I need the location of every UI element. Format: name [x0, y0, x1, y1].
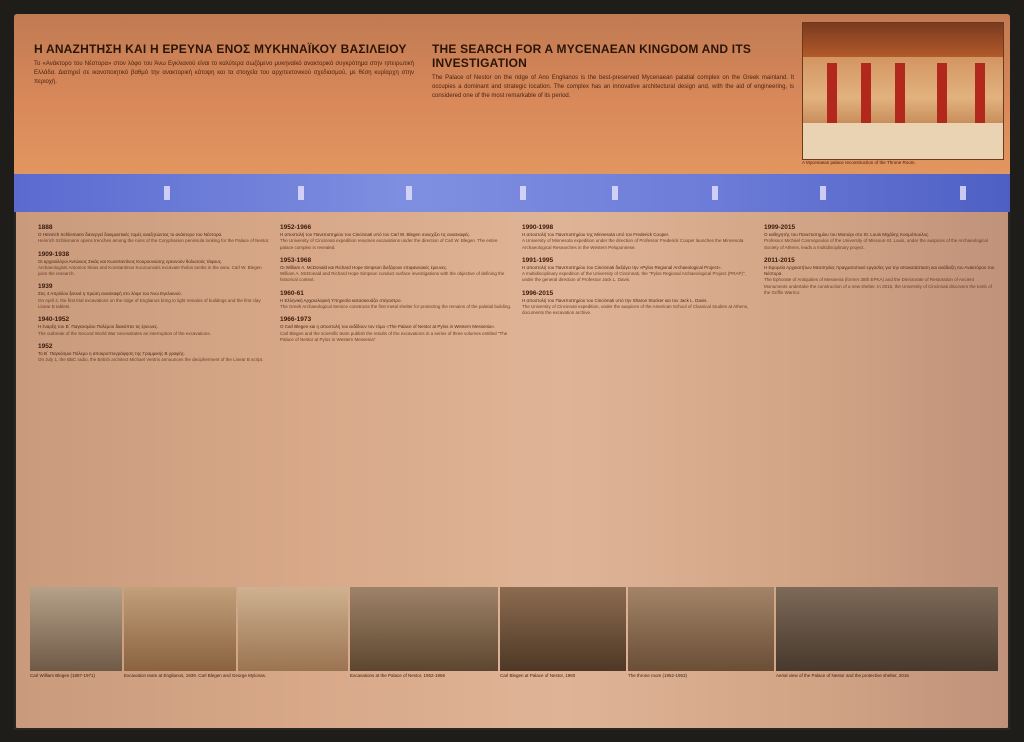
timeline-year: 1952-1966 — [280, 224, 312, 231]
timeline-text-greek: Ο Carl Blegen και η αποστολή του εκδίδουν τον τόμο «The Palace of Nestor at Pylos in Western Messenia». — [280, 324, 496, 330]
photo-strip-caption: Carl Blegen at Palace of Nestor, 1960 — [500, 673, 576, 678]
photo-strip-caption: Carl William Blegen (1887-1971) — [30, 673, 96, 678]
title-greek: Η ΑΝΑΖΗΤΗΣΗ ΚΑΙ Η ΕΡΕΥΝΑ ΕΝΟΣ ΜΥΚΗΝΑΪΚΟΥ ΒΑΣΙΛΕΙΟΥ — [34, 42, 407, 56]
timeline-entry — [522, 224, 754, 251]
timeline-entry — [38, 283, 270, 310]
greek-header — [34, 42, 414, 87]
timeline-text-english: The outbreak of the Second World War necessitates an interruption of the excavations. — [38, 330, 211, 336]
photo-strip — [14, 587, 1010, 699]
timeline-text-greek: Στις 4 Απριλίου ξεκινά η πρώτη ανασκαφή στο λόφο του Άνω Εγκλιανού. — [38, 291, 182, 297]
timeline-year: 1952 — [38, 342, 53, 350]
timeline-text-greek: Η αποστολή του Πανεπιστημίου του Cincinnati υπό την Sharon Stocker και τον Jack L. Davis. — [522, 297, 708, 303]
english-header — [432, 42, 794, 101]
timeline-column — [280, 224, 512, 349]
archive-photo — [500, 587, 626, 671]
title-english: THE SEARCH FOR A MYCENAEAN KINGDOM AND ITS INVESTIGATION — [432, 42, 752, 70]
portrait-photo — [30, 587, 122, 671]
timeline-text-greek: Το Β΄ Παγκόσμιο Πόλεμο η αποκρυπτογράφηση της Γραμμικής Β γραφής. — [38, 350, 185, 356]
timeline-entry — [38, 224, 270, 245]
timeline-year: 1990-1998 — [522, 224, 554, 231]
excavation-photo — [238, 587, 348, 671]
photo-strip-caption: Excavation team at Englianos, 1939. Carl Blegen and George Mylonas. — [124, 673, 267, 678]
timeline-text-greek: Η Εφορεία Αρχαιοτήτων Μεσσηνίας πραγματοποιεί εργασίες για την αποκατάσταση και ανάδειξη του Ανακτόρου του Νέστορα. — [764, 264, 995, 277]
timeline-column — [38, 224, 270, 370]
timeline-entry — [38, 343, 270, 364]
timeline-entry — [280, 316, 512, 343]
timeline-text-greek: Η έναρξη του Β΄ Παγκοσμίου Πολέμου διακόπτει τις έρευνες. — [38, 324, 159, 330]
timeline-entry — [764, 257, 996, 296]
photo-strip-caption: The throne room (1952-1953) — [628, 673, 688, 678]
timeline-entry — [522, 257, 754, 284]
palace-reconstruction-image — [802, 22, 1004, 160]
timeline-entry — [522, 290, 754, 317]
timeline-entry — [38, 316, 270, 337]
timeline-year: 1909-1938 — [38, 250, 70, 258]
timeline-year: 2011-2015 — [764, 256, 795, 264]
timeline-text-english: William A. McDonald and Richard Hope Simpson conduct surface investigations with the objective of defining the historical context. — [280, 271, 505, 283]
timeline-entry — [280, 257, 512, 284]
timeline-entry — [38, 251, 270, 278]
timeline-year: 1960-61 — [280, 289, 304, 297]
throne-room-photo — [628, 587, 774, 671]
timeline-text-english: The University of Cincinnati expedition resumes excavations under the direction of Carl W. Blegen. The entire palace complex is revealed. — [280, 238, 498, 250]
timeline-text-english: Professor Michael Cosmopoulos of the University of Missouri-St. Louis, under the auspices of the Archaeological Society of Athens, leads a multidisciplinary project. — [764, 238, 988, 250]
timeline-column — [522, 224, 754, 323]
timeline-year: 1996-2015 — [522, 289, 554, 297]
timeline-text-english: Archaeologists Antonios Skias and Konstantinos Kourouniotis excavate tholos tombs in the area. Carl W. Blegen joins the research. — [38, 264, 262, 277]
excavation-photo — [124, 587, 236, 671]
team-photo — [350, 587, 498, 671]
timeline-text-greek: Ο καθηγητής του Πανεπιστημίου του Μισούρι στο St. Louis Μιχάλης Κοσμόπουλος. — [764, 232, 930, 237]
timeline-year: 1991-1995 — [522, 256, 554, 264]
timeline-text-english: The Greek Archaeological Service constructs the first metal shelter for protecting the remains of the palatial building. — [280, 304, 512, 310]
header-section — [14, 14, 1010, 174]
timeline-text-greek: Η αποστολή του Πανεπιστημίου του Cincinnati διεξάγει την «Pylos Regional Archaeological Project». — [522, 264, 722, 270]
photo-strip-caption: Aerial view of the Palace of Nestor and the protective shelter, 2016 — [776, 673, 909, 678]
timeline-text-greek: Ο Heinrich Schliemann διενεργεί δοκιμαστικές τομές αναζητώντας το ανάκτορο του Νέστορα. — [38, 232, 223, 237]
timeline-year: 1999-2015 — [764, 224, 796, 231]
timeline-text-english: On April 4, the first trial excavations on the ridge of Englianos bring to light remains of buildings and the first clay Linear B tablets. — [38, 297, 261, 310]
timeline-column — [764, 224, 996, 302]
timeline-year: 1966-1973 — [280, 316, 312, 324]
timeline-text-greek: Η αποστολή του Πανεπιστημίου της Minnesota υπό τον Frederick Cooper. — [522, 232, 670, 237]
timeline-text-english: Heinrich Schliemann opens trenches among the ruins of the Coryphasion peninsula looking for the Palace of Nestor. — [38, 238, 270, 244]
timeline-text-english: The Ephorate of Antiquities of Messenia (former 38th EPKA) and the Directorate of Restoration of Ancient Monuments undertake the construction of a new shelter. In 2015, the University of Cincinnati discovers the tomb of the Griffin Warrior. — [764, 277, 992, 296]
timeline-entry — [280, 290, 512, 311]
aerial-photo — [776, 587, 998, 671]
timeline-entry — [280, 224, 512, 251]
timeline-entry — [764, 224, 996, 251]
timeline-text-greek: Οι William A. McDonald και Richard Hope Simpson διεξάγουν επιφανειακές έρευνες. — [280, 264, 448, 270]
timeline-year: 1953-1968 — [280, 256, 312, 264]
timeline-text-english: On July 1, the BBC radio, the British architect Michael Ventris announces the decipherment of the Linear B script. — [38, 357, 264, 363]
timeline-band — [14, 174, 1010, 212]
timeline-year: 1939 — [38, 283, 53, 291]
photo-caption: A Mycenaean palace reconstruction of the Throne Room. — [802, 160, 916, 165]
timeline-text-greek: Οι αρχαιολόγοι Αντώνιος Σκιάς και Κωνσταντίνος Κουρουνιώτης ερευνούν θολωτούς τάφους. — [38, 258, 223, 264]
timeline-columns — [14, 212, 1010, 587]
exhibition-panel — [14, 14, 1010, 730]
timeline-text-english: Carl Blegen and the scientific team publish the results of the excavations in a series of three volumes entitled "The Palace of Nestor at Pylos in Western Messenia". — [280, 330, 508, 342]
timeline-text-english: A multidisciplinary expedition of the University of Cincinnati, the "Pylos Regional Archaeological Project (PRAP)", under the general direction of Professor Jack L. Davis. — [522, 271, 746, 283]
timeline-text-greek: Η αποστολή του Πανεπιστημίου του Cincinnati υπό τον Carl W. Blegen συνεχίζει τις ανασκαφές. — [280, 232, 471, 237]
timeline-year: 1940-1952 — [38, 316, 70, 324]
intro-english: The Palace of Nestor on the ridge of Ano Englianos is the best-preserved Mycenaean palatial complex on the Greek mainland. It occupies a dominant and strategic location. The complex has an innovative architectural design and, with the aid of engineering, is considered one of the most remarkable of its period. — [432, 75, 794, 99]
intro-greek: Το «Ανάκτορο του Νέστορα» στον λόφο του Άνω Εγκλιανού είναι το καλύτερα σωζόμενο μυκηναϊκό ανακτορικό συγκρότημα στην ηπειρωτική Ελλάδα. Διατηρεί σε ικανοποιητικό βαθμό την ανακτορική κάτοψη και τα στοιχεία του αρχιτεκτονικού σχεδιασμού, με θέση κυρίαρχη στην περιοχή. — [34, 61, 414, 85]
timeline-text-english: A University of Minnesota expedition under the direction of Professor Frederick Cooper launches the Minnesota Archaeological Researches in the Western Peloponnese. — [522, 238, 744, 250]
photo-strip-caption: Excavations at the Palace of Nestor, 1952-1966 — [350, 673, 446, 678]
timeline-text-greek: Η Ελληνική Αρχαιολογική Υπηρεσία κατασκευάζει στέγαστρο. — [280, 297, 402, 303]
timeline-text-english: The University of Cincinnati expedition, under the auspices of the American School of Classical Studies at Athens, documents the excavation archive. — [522, 304, 749, 316]
timeline-year: 1888 — [38, 224, 53, 231]
